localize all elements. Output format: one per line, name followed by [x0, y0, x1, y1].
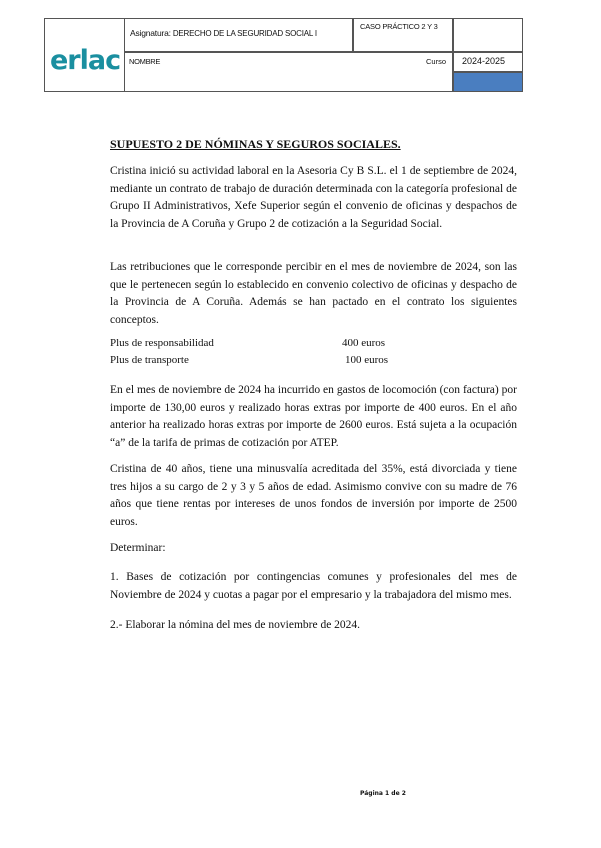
subject-value: DERECHO DE LA SEGURIDAD SOCIAL I [172, 29, 317, 38]
course-label: Curso [425, 57, 446, 66]
determine-label: Determinar: [110, 542, 166, 554]
concept-row [110, 337, 386, 349]
logo-text: erlac [50, 45, 121, 76]
subject-label: Asignatura: [130, 28, 171, 38]
name-label: NOMBRE [129, 57, 161, 66]
concept-label: Plus de responsabilidad [110, 337, 214, 349]
page-number: Página 1 de 2 [360, 790, 406, 797]
case-cell [353, 18, 453, 52]
paragraph-gastos: En el mes de noviembre de 2024 ha incurrido en gastos de locomoción (con factura) por importe de 130,00 euros y realizado horas extras por importe de 400 euros. En el año anterior ha realizado horas extras por importe de 2600 euros. Está sujeta a la ocupación “a” de la tarifa de primas de cotización por ATEP. [110, 384, 517, 449]
year-cell [453, 52, 523, 72]
paragraph-personal: Cristina de 40 años, tiene una minusvalía acreditada del 35%, está divorciada y tiene tres hijos a su cargo de 2 y 3 y 5 años de edad. Asimismo convive con su madre de 76 años que tiene rentas por intereses de unos fondos de inversión por importe de 2500 euros. [110, 463, 517, 528]
concept-amount: 400 euros [342, 337, 386, 349]
logo-cell [44, 18, 124, 92]
concept-row [110, 354, 389, 366]
accent-cell [453, 72, 523, 92]
document-header [44, 18, 523, 92]
subject-cell [124, 18, 353, 52]
paragraph-intro: Cristina inició su actividad laboral en la Asesoria Cy B S.L. el 1 de septiembre de 2024, mediante un contrato de trabajo de duración determinada con la categoría profesional de Grupo II Administrativos, Xefe Superior según el convenio de oficinas y despachos de la Provincia de A Coruña y Grupo 2 de cotización a la Seguridad Social. [110, 165, 517, 230]
erlac-logo [50, 45, 120, 76]
task-1: 1. Bases de cotización por contingencias comunes y profesionales del mes de Noviembre de 2024 y cuotas a pagar por el empresario y la trabajadora del mismo mes. [110, 571, 517, 601]
name-cell [124, 52, 453, 92]
page-title: SUPUESTO 2 DE NÓMINAS Y SEGUROS SOCIALES. [110, 137, 401, 151]
task-2: 2.- Elaborar la nómina del mes de noviembre de 2024. [110, 619, 361, 631]
case-label: CASO PRÁCTICO 2 Y 3 [360, 22, 438, 31]
concept-label: Plus de transporte [110, 354, 189, 366]
paragraph-retribuciones: Las retribuciones que le corresponde percibir en el mes de noviembre de 2024, son las que le pertenecen según lo establecido en convenio colectivo de oficinas y despacho de la Provincia de A Coruña. Además se han pactado en el contrato los siguientes conceptos. [110, 261, 517, 326]
course-year: 2024-2025 [462, 56, 506, 66]
blank-cell [453, 18, 523, 52]
concept-amount: 100 euros [345, 354, 389, 366]
